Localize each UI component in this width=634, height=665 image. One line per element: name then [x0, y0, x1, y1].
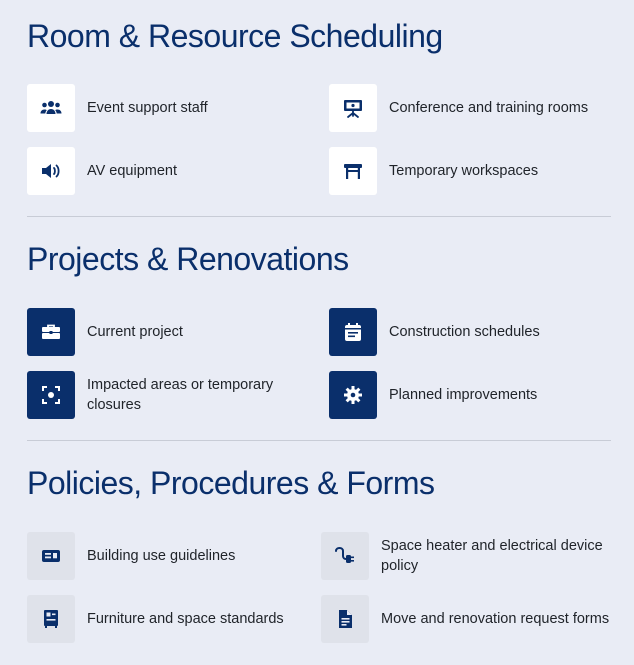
presentation-icon [341, 96, 365, 120]
link-construction-schedules[interactable] [329, 308, 540, 356]
item-label: Furniture and space standards [87, 611, 284, 627]
tile [329, 84, 377, 132]
focus-target-icon [39, 383, 63, 407]
tile [329, 147, 377, 195]
tile [321, 532, 369, 580]
item-label: Construction schedules [389, 324, 540, 340]
speaker-icon [39, 159, 63, 183]
tile [321, 595, 369, 643]
section-projects-renovations [27, 239, 611, 439]
people-icon [39, 96, 63, 120]
gear-icon [341, 383, 365, 407]
divider [27, 440, 611, 441]
tile [27, 532, 75, 580]
section-room-resource-scheduling [27, 16, 611, 216]
cabinet-icon [39, 607, 63, 631]
link-av-equipment[interactable] [27, 147, 177, 195]
link-temporary-workspaces[interactable] [329, 147, 538, 195]
link-current-project[interactable] [27, 308, 183, 356]
tile [329, 371, 377, 419]
desk-icon [341, 159, 365, 183]
item-label: Temporary workspaces [389, 163, 539, 179]
link-event-support-staff[interactable] [27, 84, 208, 132]
tile [27, 147, 75, 195]
document-icon [333, 607, 357, 631]
item-label: Space heater and electrical device policy [381, 538, 603, 574]
link-impacted-areas[interactable] [27, 371, 317, 419]
link-furniture-space-standards[interactable] [27, 595, 284, 643]
tile [27, 371, 75, 419]
calendar-icon [341, 320, 365, 344]
link-conference-training-rooms[interactable] [329, 84, 588, 132]
tile [27, 308, 75, 356]
section-title: Room & Resource Scheduling [27, 18, 443, 54]
link-move-renovation-forms[interactable] [321, 595, 611, 643]
tile [329, 308, 377, 356]
section-title: Policies, Procedures & Forms [27, 465, 435, 501]
tile [27, 84, 75, 132]
item-label: Impacted areas or temporary closures [87, 377, 274, 413]
briefcase-icon [39, 320, 63, 344]
id-card-icon [39, 544, 63, 568]
item-label: Conference and training rooms [389, 100, 589, 116]
section-policies-procedures-forms [27, 463, 611, 663]
section-title: Projects & Renovations [27, 241, 349, 277]
link-space-heater-policy[interactable] [321, 532, 611, 580]
divider [27, 216, 611, 217]
item-label: Planned improvements [389, 387, 538, 403]
item-label: Event support staff [87, 100, 208, 116]
item-label: AV equipment [87, 163, 178, 179]
item-label: Building use guidelines [87, 548, 236, 564]
link-planned-improvements[interactable] [329, 371, 537, 419]
item-label: Current project [87, 324, 183, 340]
tile [27, 595, 75, 643]
plug-icon [333, 544, 357, 568]
item-label: Move and renovation request forms [381, 611, 610, 627]
link-building-use-guidelines[interactable] [27, 532, 235, 580]
